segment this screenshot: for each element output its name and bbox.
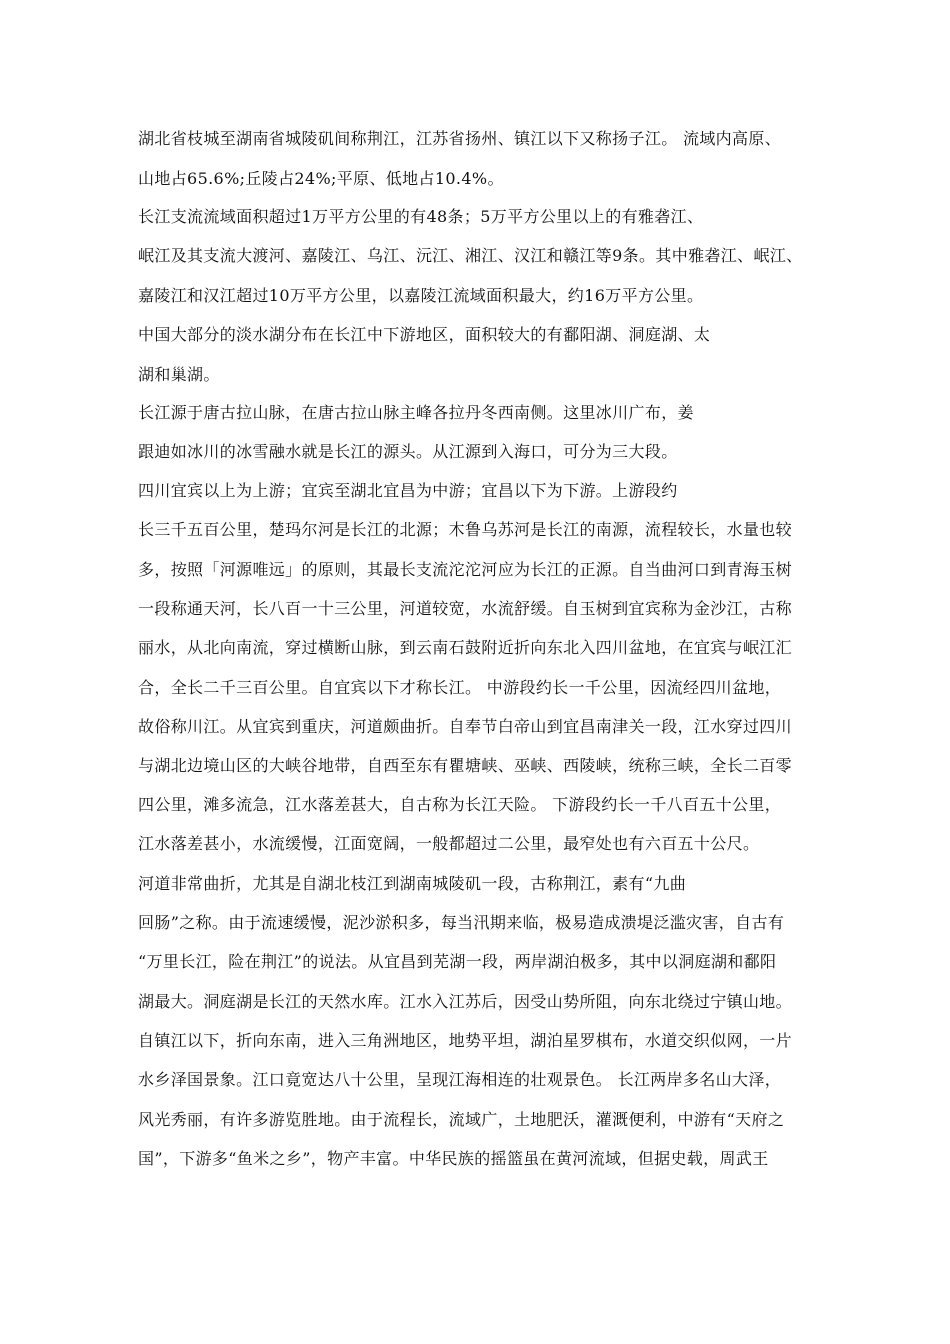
text-line: 水乡泽国景象。江口竟宽达八十公里，呈现江海相连的壮观景色。 长江两岸多名山大泽， [138, 1070, 782, 1089]
text-line: 四公里，滩多流急，江水落差甚大，自古称为长江天险。 下游段约长一千八百五十公里， [138, 795, 782, 814]
text-line: 中国大部分的淡水湖分布在长江中下游地区，面积较大的有鄱阳湖、洞庭湖、太 [138, 325, 711, 344]
text-line: 嘉陵江和汉江超过10万平方公里，以嘉陵江流域面积最大，约16万平方公里。 [138, 286, 704, 305]
text-line: 河道非常曲折，尤其是自湖北枝江到湖南城陵矶一段，古称荆江，素有“九曲 [138, 874, 687, 893]
text-line: 湖和巢湖。 [138, 365, 220, 384]
text-line: 长江支流流域面积超过1万平方公里的有48条；5万平方公里以上的有雅砻江、 [138, 207, 704, 226]
text-line: 多，按照「河源唯远」的原则，其最长支流沱沱河应为长江的正源。自当曲河口到青海玉树 [138, 560, 793, 579]
text-line: 与湖北边境山区的大峡谷地带，自西至东有瞿塘峡、巫峡、西陵峡，统称三峡，全长二百零 [138, 756, 793, 775]
text-line: 一段称通天河，长八百一十三公里，河道较宽，水流舒缓。自玉树到宜宾称为金沙江，古称 [138, 599, 793, 618]
text-line: 山地占65.6%;丘陵占24%;平原、低地占10.4%。 [138, 169, 504, 188]
text-line: 回肠”之称。由于流速缓慢，泥沙淤积多，每当汛期来临，极易造成溃堤泛滥灾害，自古有 [138, 913, 785, 932]
text-line: 故俗称川江。从宜宾到重庆，河道颇曲折。自奉节白帝山到宜昌南津关一段，江水穿过四川 [138, 717, 793, 736]
text-line: 岷江及其支流大渡河、嘉陵江、乌江、沅江、湘江、汉江和赣江等9条。其中雅砻江、岷江、 [138, 246, 803, 265]
text-line: “万里长江，险在荆江”的说法。从宜昌到芜湖一段，两岸湖泊极多，其中以洞庭湖和鄱阳 [138, 952, 777, 971]
text-line: 湖最大。洞庭湖是长江的天然水库。江水入江苏后，因受山势所阻，向东北绕过宁镇山地。 [138, 992, 793, 1011]
text-line: 自镇江以下，折向东南，进入三角洲地区，地势平坦，湖泊星罗棋布，水道交织似网，一片 [138, 1031, 793, 1050]
text-line: 丽水，从北向南流，穿过横断山脉，到云南石鼓附近折向东北入四川盆地，在宜宾与岷江汇 [138, 638, 793, 657]
text-line: 跟迪如冰川的冰雪融水就是长江的源头。从江源到入海口，可分为三大段。 [138, 442, 678, 461]
text-line: 国”，下游多“鱼米之乡”，物产丰富。中华民族的摇篮虽在黄河流域，但据史载，周武王 [138, 1149, 769, 1168]
text-line: 合，全长二千三百公里。自宜宾以下才称长江。 中游段约长一千公里，因流经四川盆地， [138, 678, 782, 697]
text-line: 湖北省枝城至湖南省城陵矶间称荆江，江苏省扬州、镇江以下又称扬子江。 流域内高原、 [138, 129, 782, 148]
text-line: 江水落差甚小，水流缓慢，江面宽阔，一般都超过二公里，最窄处也有六百五十公尺。 [138, 834, 760, 853]
text-line: 长江源于唐古拉山脉，在唐古拉山脉主峰各拉丹冬西南侧。这里冰川广布，姜 [138, 403, 694, 422]
text-line: 四川宜宾以上为上游；宜宾至湖北宜昌为中游；宜昌以下为下游。上游段约 [138, 481, 678, 500]
text-line: 长三千五百公里，楚玛尔河是长江的北源；木鲁乌苏河是长江的南源，流程较长，水量也较 [138, 520, 793, 539]
text-line: 风光秀丽，有许多游览胜地。由于流程长，流域广，土地肥沃，灌溉便利，中游有“天府之 [138, 1110, 785, 1129]
